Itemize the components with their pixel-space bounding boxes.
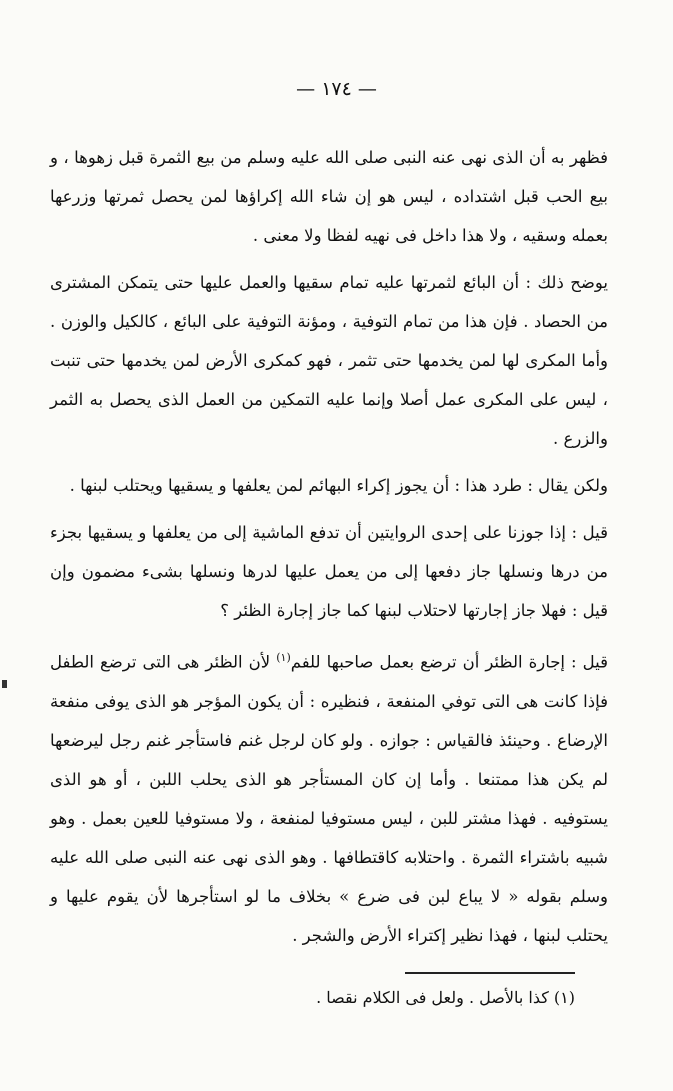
page-number: — ١٧٤ — bbox=[296, 78, 377, 100]
paragraph-4: قيل : إذا جوزنا على إحدى الروايتين أن تدفع الماشية إلى من يعلفها و يسقيها بجزء من درها ونسلها جاز دفعها إلى من يعمل عليها لدرها ونسلها بشىء مضمون وإن قيل : فهلا جاز إجارتها لاحتلاب لبنها كما جاز إجارة الظئر ؟ bbox=[50, 523, 608, 620]
paragraph-3: ولكن يقال : طرد هذا : أن يجوز إكراء البهائم لمن يعلفها و يسقيها ويحتلب لبنها . bbox=[69, 476, 608, 495]
paragraph-2: يوضح ذلك : أن البائع لثمرتها عليه تمام سقيها والعمل عليها حتى يتمكن المشترى من الحصاد . فإن هذا من تمام التوفية ، ومؤنة التوفية على البائع ، كالكيل والوزن . وأما المكرى لها لمن يخدمها حتى تثمر ، فهو كمكرى الأرض لمن يخدمها حتى تنبت ، ليس على المكرى عمل أصلا وإنما عليه التمكين من العمل الذى يحصل به الثمر والزرع . bbox=[50, 273, 608, 448]
paragraph-5 bbox=[50, 638, 608, 955]
paragraph-1: فظهر به أن الذى نهى عنه النبى صلى الله عليه وسلم من بيع الثمرة قبل زهوها ، و بيع الحب قبل اشتداده ، ليس هو إن شاء الله إكراؤها لمن يحصل ثمرتها وزرعها بعمله وسقيه ، ولا هذا داخل فى نهيه لفظا ولا معنى . bbox=[50, 148, 608, 245]
paragraph-5-rest: لأن الظئر هى التى ترضع الطفل فإذا كانت هى التى توفي المنفعة ، فنظيره : أن يكون المؤجر هو الذى يوفى منفعة الإرضاع . وحينئذ فالقياس : جوازه . ولو كان لرجل غنم فاستأجر غنم رجل ليرضعها لم يكن هذا ممتنعا . وأما إن كان المستأجر هو الذى يحلب اللبن ، أو هو الذى يستوفيه . فهذا مشتر للبن ، ليس مستوفيا لمنفعة ، ولا مستوفيا للعين بعمل . وهو شبيه باشتراء الثمرة . واحتلابه كاقتطافها . وهو الذى نهى عنه النبى صلى الله عليه وسلم بقوله « لا يباع لبن فى ضرع » بخلاف ما لو استأجرها لأن يقوم عليها و يحتلب لبنها ، فهذا نظير إكتراء الأرض والشجر . bbox=[50, 652, 608, 945]
footnote-separator bbox=[405, 972, 575, 974]
footnote-reference: (١) bbox=[276, 651, 291, 664]
footnote: (١) كذا بالأصل . ولعل فى الكلام نقصا . bbox=[316, 988, 575, 1007]
paragraph-5-start: قيل : إجارة الظئر أن ترضع بعمل صاحبها للفم bbox=[290, 652, 608, 672]
scan-mark bbox=[2, 680, 7, 688]
main-text bbox=[50, 138, 608, 955]
